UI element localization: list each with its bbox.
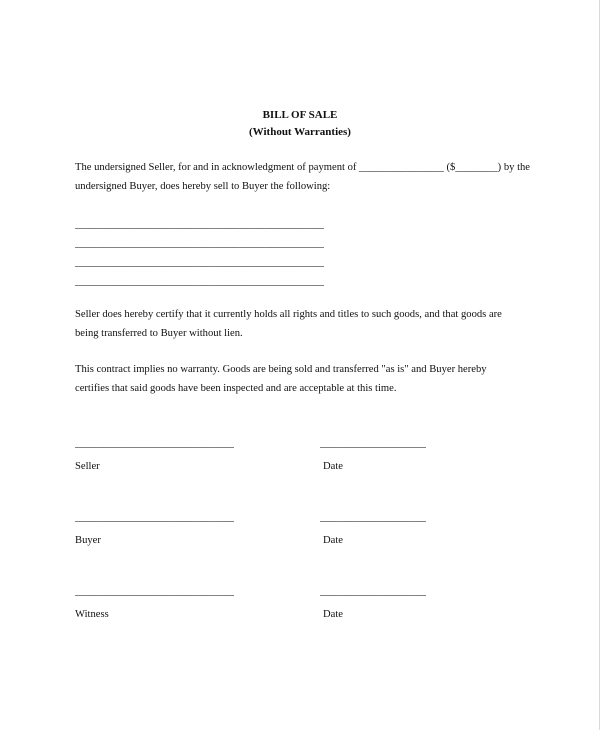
goods-line-1[interactable]: _______________________________________________ bbox=[75, 219, 324, 230]
document-title: BILL OF SALE bbox=[262, 109, 338, 121]
certify-line-1: Seller does hereby certify that it currently holds all rights and titles to such goods, and that goods are bbox=[75, 309, 502, 320]
witness-date-label: Date bbox=[323, 609, 343, 620]
seller-date-block bbox=[320, 438, 432, 474]
seller-label: Seller bbox=[75, 461, 100, 472]
witness-signature-line[interactable]: ______________________________ bbox=[75, 586, 234, 597]
document-subtitle: (Without Warranties) bbox=[249, 126, 351, 138]
certify-line-2: being transferred to Buyer without lien. bbox=[75, 328, 243, 339]
witness-date-block bbox=[320, 586, 432, 622]
goods-line-3[interactable]: _______________________________________________ bbox=[75, 257, 324, 268]
buyer-signature-block bbox=[75, 512, 245, 548]
buyer-date-block bbox=[320, 512, 432, 548]
witness-date-line[interactable]: ____________________ bbox=[320, 586, 426, 597]
intro-paragraph bbox=[75, 158, 535, 196]
seller-date-label: Date bbox=[323, 461, 343, 472]
certify-paragraph bbox=[75, 305, 535, 343]
seller-signature-block bbox=[75, 438, 245, 474]
intro-line-1: The undersigned Seller, for and in acknowledgment of payment of ________________ ($________) by the bbox=[75, 162, 531, 173]
buyer-signature-line[interactable]: ______________________________ bbox=[75, 512, 234, 523]
intro-line-2: undersigned Buyer, does hereby sell to Buyer the following: bbox=[75, 181, 331, 192]
goods-line-4[interactable]: _______________________________________________ bbox=[75, 276, 324, 287]
warranty-line-2: certifies that said goods have been inspected and are acceptable at this time. bbox=[75, 383, 397, 394]
buyer-date-label: Date bbox=[323, 535, 343, 546]
buyer-label: Buyer bbox=[75, 535, 101, 546]
goods-description-lines bbox=[75, 215, 365, 291]
witness-label: Witness bbox=[75, 609, 109, 620]
warranty-paragraph bbox=[75, 360, 535, 398]
goods-line-2[interactable]: _______________________________________________ bbox=[75, 238, 324, 249]
witness-signature-block bbox=[75, 586, 245, 622]
seller-signature-line[interactable]: ______________________________ bbox=[75, 438, 234, 449]
warranty-line-1: This contract implies no warranty. Goods are being sold and transferred "as is" and Buyer hereby bbox=[75, 364, 487, 375]
seller-date-line[interactable]: ____________________ bbox=[320, 438, 426, 449]
buyer-date-line[interactable]: ____________________ bbox=[320, 512, 426, 523]
